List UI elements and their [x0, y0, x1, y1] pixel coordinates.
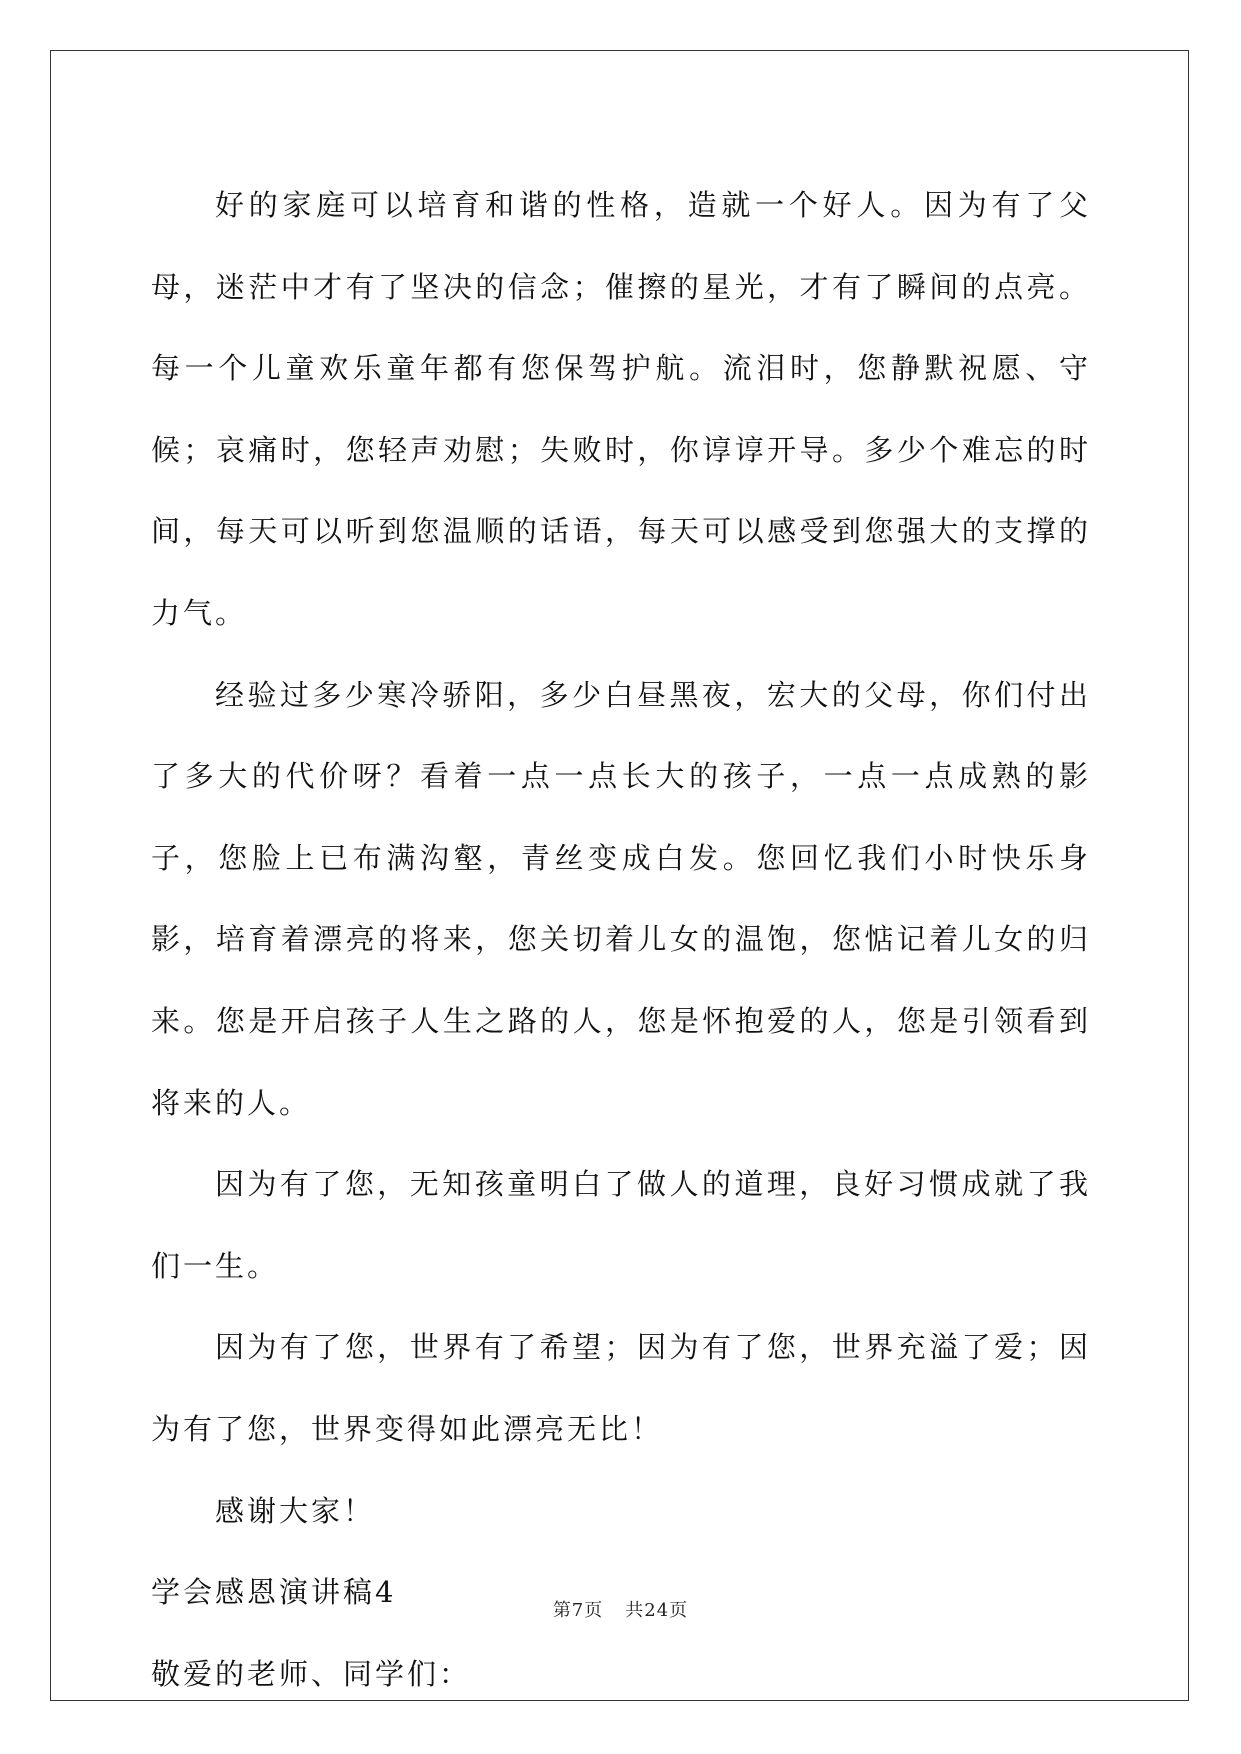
page-total: 共24页 [625, 1600, 689, 1621]
paragraph-5: 感谢大家！ [215, 1493, 376, 1528]
section-title: 学会感恩演讲稿4 [151, 1575, 397, 1610]
page-footer [0, 1596, 1241, 1622]
document-body [151, 165, 1091, 1715]
paragraph-4: 因为有了您，世界有了希望；因为有了您，世界充溢了爱；因为有了您，世界变得如此漂亮无比！ [151, 1330, 1091, 1446]
paragraph-3: 因为有了您，无知孩童明白了做人的道理，良好习惯成就了我们一生。 [151, 1167, 1091, 1283]
salutation: 敬爱的老师、同学们： [151, 1656, 472, 1691]
paragraph-2: 经验过多少寒冷骄阳，多少白昼黑夜，宏大的父母，你们付出了多大的代价呀？看着一点一点长大的孩子，一点一点成熟的影子，您脸上已布满沟壑，青丝变成白发。您回忆我们小时快乐身影，培育着漂亮的将来，您关切着儿女的温饱，您惦记着儿女的归来。您是开启孩子人生之路的人，您是怀抱爱的人，您是引领看到将来的人。 [151, 677, 1091, 1120]
paragraph-1: 好的家庭可以培育和谐的性格，造就一个好人。因为有了父母，迷茫中才有了坚决的信念；催擦的星光，才有了瞬间的点亮。每一个儿童欢乐童年都有您保驾护航。流泪时，您静默祝愿、守候；哀痛时，您轻声劝慰；失败时，你谆谆开导。多少个难忘的时间，每天可以听到您温顺的话语，每天可以感受到您强大的支撑的力气。 [151, 188, 1091, 630]
page-number: 第7页 [552, 1600, 604, 1621]
